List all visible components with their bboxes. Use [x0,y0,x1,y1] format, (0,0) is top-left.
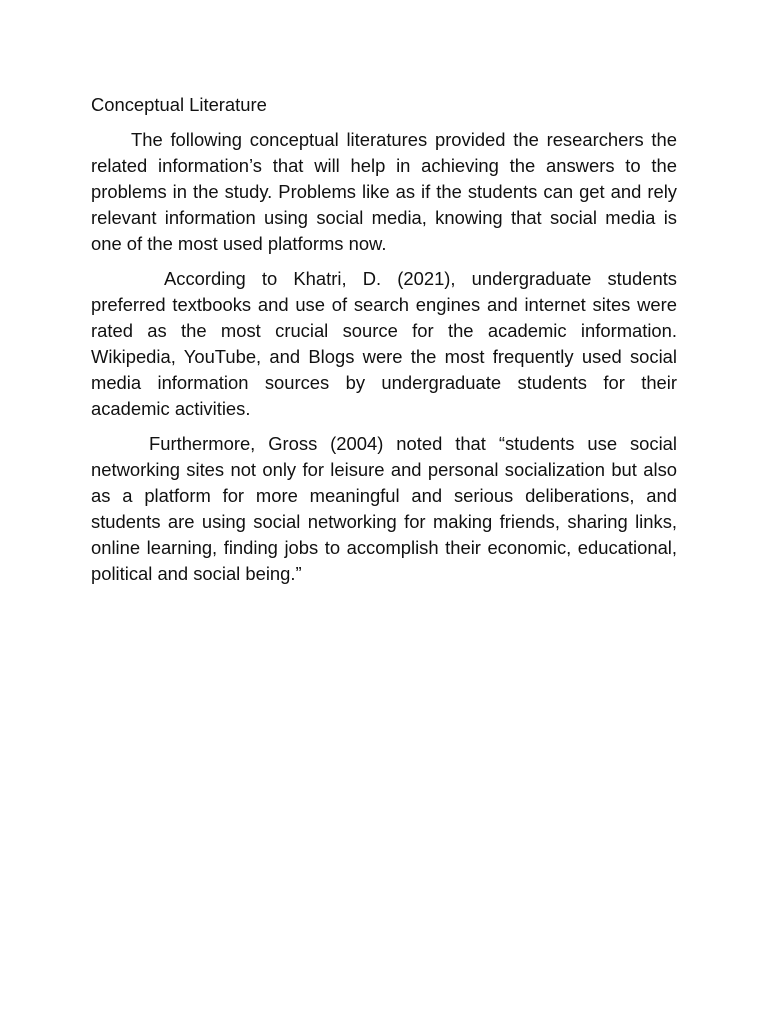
paragraph-khatri: According to Khatri, D. (2021), undergraduate students preferred textbooks and use of search engines and internet sites were rated as the most crucial source for the academic information. Wikipedia, YouTube, and Blogs were the most frequently used social media information sources by undergraduate students for their academic activities. [91,268,677,419]
paragraph-gross: Furthermore, Gross (2004) noted that “students use social networking sites not only for leisure and personal socialization but also as a platform for more meaningful and serious deliberations, and students are using social networking for making friends, sharing links, online learning, finding jobs to accomplish their economic, educational, political and social being.” [91,433,677,584]
document-body [91,92,677,596]
paragraph-intro: The following conceptual literatures provided the researchers the related information’s that will help in achieving the answers to the problems in the study. Problems like as if the students can get and rely relevant information using social media, knowing that social media is one of the most used platforms now. [91,129,677,254]
section-heading: Conceptual Literature [91,94,267,115]
